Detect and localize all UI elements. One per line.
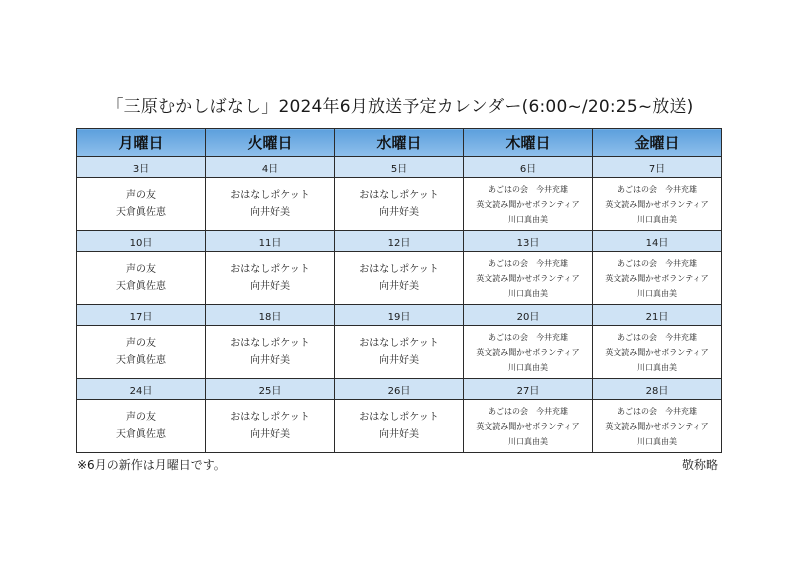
program-cell (593, 252, 722, 305)
date-cell: 17日 (77, 305, 206, 326)
program-text: あごはの会 今井充雄 (617, 406, 697, 416)
program-cell (335, 326, 464, 379)
program-cell (464, 252, 593, 305)
program-text: あごはの会 今井充雄 (488, 332, 568, 342)
program-text: 英文読み聞かせボランティア (605, 421, 709, 431)
date-cell: 14日 (593, 231, 722, 252)
program-cell (335, 252, 464, 305)
program-row (77, 326, 722, 379)
date-cell: 19日 (335, 305, 464, 326)
date-cell: 26日 (335, 379, 464, 400)
program-text: 英文読み聞かせボランティア (476, 199, 580, 209)
program-text: 英文読み聞かせボランティア (605, 347, 709, 357)
program-text: 英文読み聞かせボランティア (476, 347, 580, 357)
date-cell: 27日 (464, 379, 593, 400)
program-text: 英文読み聞かせボランティア (605, 273, 709, 283)
program-text: 声の友 (126, 190, 156, 201)
program-cell (593, 326, 722, 379)
program-text: 声の友 (126, 264, 156, 275)
program-text: 川口真由美 (508, 362, 548, 372)
weekday-header-wednesday: 水曜日 (335, 129, 464, 157)
program-cell (335, 178, 464, 231)
date-cell: 7日 (593, 157, 722, 178)
program-text: 向井好美 (250, 355, 290, 366)
program-cell (464, 326, 593, 379)
date-cell: 18日 (206, 305, 335, 326)
program-text: 向井好美 (379, 281, 419, 292)
program-text: あごはの会 今井充雄 (617, 332, 697, 342)
program-cell (206, 400, 335, 453)
program-text: あごはの会 今井充雄 (617, 184, 697, 194)
program-text: おはなしポケット (230, 338, 310, 349)
date-cell: 5日 (335, 157, 464, 178)
program-text: 川口真由美 (637, 288, 677, 298)
weekday-header-tuesday: 火曜日 (206, 129, 335, 157)
program-text: 声の友 (126, 338, 156, 349)
program-text: 天倉眞佐恵 (116, 207, 166, 218)
date-cell: 28日 (593, 379, 722, 400)
program-cell (206, 326, 335, 379)
program-cell (77, 400, 206, 453)
program-text: 天倉眞佐恵 (116, 355, 166, 366)
program-text: 川口真由美 (508, 288, 548, 298)
date-cell: 10日 (77, 231, 206, 252)
page-title: 「三原むかしばなし」2024年6月放送予定カレンダー(6:00~/20:25~放送) (106, 97, 694, 117)
program-cell (464, 400, 593, 453)
date-row (77, 305, 722, 326)
program-cell (593, 178, 722, 231)
program-text: おはなしポケット (359, 264, 439, 275)
weekday-header-row (77, 129, 722, 157)
date-cell: 20日 (464, 305, 593, 326)
program-text: 英文読み聞かせボランティア (605, 199, 709, 209)
weekday-header-friday: 金曜日 (593, 129, 722, 157)
program-text: あごはの会 今井充雄 (617, 258, 697, 268)
program-text: 川口真由美 (637, 436, 677, 446)
program-cell (464, 178, 593, 231)
program-text: あごはの会 今井充雄 (488, 258, 568, 268)
date-cell: 6日 (464, 157, 593, 178)
date-cell: 13日 (464, 231, 593, 252)
date-cell: 11日 (206, 231, 335, 252)
program-text: おはなしポケット (359, 338, 439, 349)
program-text: おはなしポケット (359, 412, 439, 423)
footnote: ※6月の新作は月曜日です。 (77, 458, 226, 472)
program-text: おはなしポケット (230, 190, 310, 201)
program-cell (77, 178, 206, 231)
program-text: 川口真由美 (637, 214, 677, 224)
date-cell: 25日 (206, 379, 335, 400)
program-cell (206, 178, 335, 231)
date-cell: 21日 (593, 305, 722, 326)
program-text: 向井好美 (250, 207, 290, 218)
program-text: あごはの会 今井充雄 (488, 406, 568, 416)
program-cell (335, 400, 464, 453)
program-text: 向井好美 (250, 429, 290, 440)
program-cell (593, 400, 722, 453)
program-text: 声の友 (126, 412, 156, 423)
program-text: 天倉眞佐恵 (116, 429, 166, 440)
program-text: 向井好美 (379, 355, 419, 366)
program-text: 天倉眞佐恵 (116, 281, 166, 292)
weekday-header-monday: 月曜日 (77, 129, 206, 157)
program-text: おはなしポケット (359, 190, 439, 201)
program-text: あごはの会 今井充雄 (488, 184, 568, 194)
date-cell: 4日 (206, 157, 335, 178)
date-cell: 24日 (77, 379, 206, 400)
program-text: おはなしポケット (230, 264, 310, 275)
date-row (77, 231, 722, 252)
program-text: 川口真由美 (508, 214, 548, 224)
program-text: 向井好美 (379, 207, 419, 218)
date-row (77, 379, 722, 400)
weekday-header-thursday: 木曜日 (464, 129, 593, 157)
program-text: 英文読み聞かせボランティア (476, 421, 580, 431)
program-row (77, 252, 722, 305)
broadcast-calendar (76, 128, 722, 453)
program-text: 川口真由美 (508, 436, 548, 446)
program-text: 向井好美 (379, 429, 419, 440)
date-cell: 3日 (77, 157, 206, 178)
honorific-note: 敬称略 (681, 458, 718, 472)
program-cell (206, 252, 335, 305)
program-row (77, 178, 722, 231)
program-cell (77, 252, 206, 305)
program-text: おはなしポケット (230, 412, 310, 423)
program-text: 向井好美 (250, 281, 290, 292)
date-cell: 12日 (335, 231, 464, 252)
date-row (77, 157, 722, 178)
program-text: 川口真由美 (637, 362, 677, 372)
program-row (77, 400, 722, 453)
program-cell (77, 326, 206, 379)
program-text: 英文読み聞かせボランティア (476, 273, 580, 283)
